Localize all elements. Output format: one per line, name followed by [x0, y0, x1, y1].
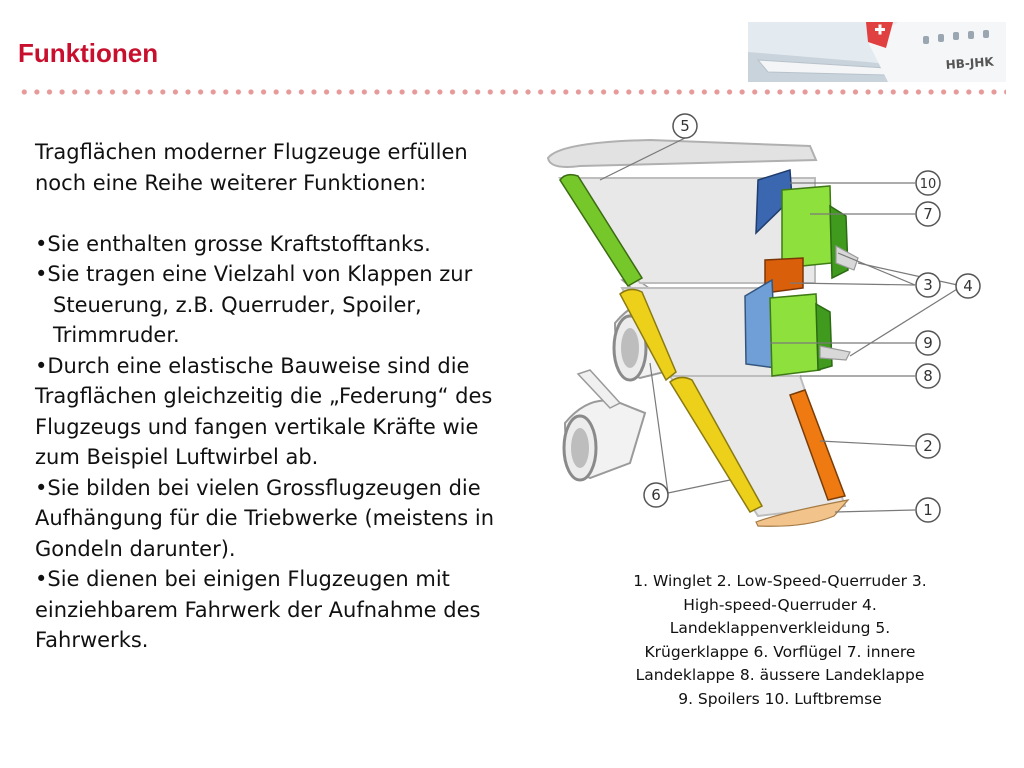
- diagram-caption: [560, 570, 1000, 711]
- header-aircraft-photo: [748, 22, 1006, 82]
- bullet-engine-mounts: •Sie bilden bei vielen Grossflugzeugen die Aufhängung für die Triebwerke (meistens in Gondeln darunter).: [35, 475, 495, 561]
- bullet-fuel-tanks: •Sie enthalten grosse Kraftstofftanks.: [35, 231, 431, 256]
- bullet-elastic-design: •Durch eine elastische Bauweise sind die Tragflächen gleichzeitig die „Federung“ des Flugzeugs und fangen vertikale Kräfte wie zum Beispiel Luftwirbel ab.: [35, 353, 493, 469]
- wing-tip: [548, 140, 816, 167]
- bullet-landing-gear: •Sie dienen bei einigen Flugzeugen mit einziehbarem Fahrwerk der Aufnahme des Fahrwerks.: [35, 567, 481, 652]
- wing-diagram: [520, 108, 1020, 538]
- callout-9: 9: [923, 334, 933, 352]
- callout-4: 4: [963, 277, 973, 295]
- caption-line: 1. Winglet 2. Low-Speed-Querruder 3.: [633, 572, 927, 590]
- callout-10: 10: [919, 177, 937, 192]
- caption-line: 9. Spoilers 10. Luftbremse: [678, 689, 882, 708]
- callout-7: 7: [923, 205, 933, 223]
- inner-landing-flap: [782, 186, 832, 268]
- body-text: [35, 137, 513, 656]
- callout-6: 6: [651, 486, 661, 504]
- caption-line: Landeklappenverkleidung 5.: [669, 619, 891, 637]
- caption-line: High-speed-Querruder 4.: [683, 595, 877, 614]
- callout-3: 3: [923, 276, 933, 294]
- callout-5: 5: [680, 117, 690, 135]
- caption-line: Krügerklappe 6. Vorflügel 7. innere: [644, 642, 916, 661]
- engine-inner: [564, 401, 645, 481]
- outer-landing-flap: [770, 294, 820, 376]
- callout-8: 8: [923, 367, 933, 385]
- dotted-divider: [18, 88, 1006, 96]
- slide-title: Funktionen: [18, 38, 159, 68]
- callout-2: 2: [923, 437, 933, 455]
- callout-1: 1: [923, 501, 933, 519]
- caption-line: Landeklappe 8. äussere Landeklappe: [635, 666, 925, 684]
- aircraft-registration: HB-JHK: [945, 54, 995, 72]
- bullet-control-flaps: •Sie tragen eine Vielzahl von Klappen zur Steuerung, z.B. Querruder, Spoiler, Trimmruder.: [35, 262, 473, 347]
- intro-paragraph: Tragflächen moderner Flugzeuge erfüllen noch eine Reihe weiterer Funktionen:: [35, 140, 468, 195]
